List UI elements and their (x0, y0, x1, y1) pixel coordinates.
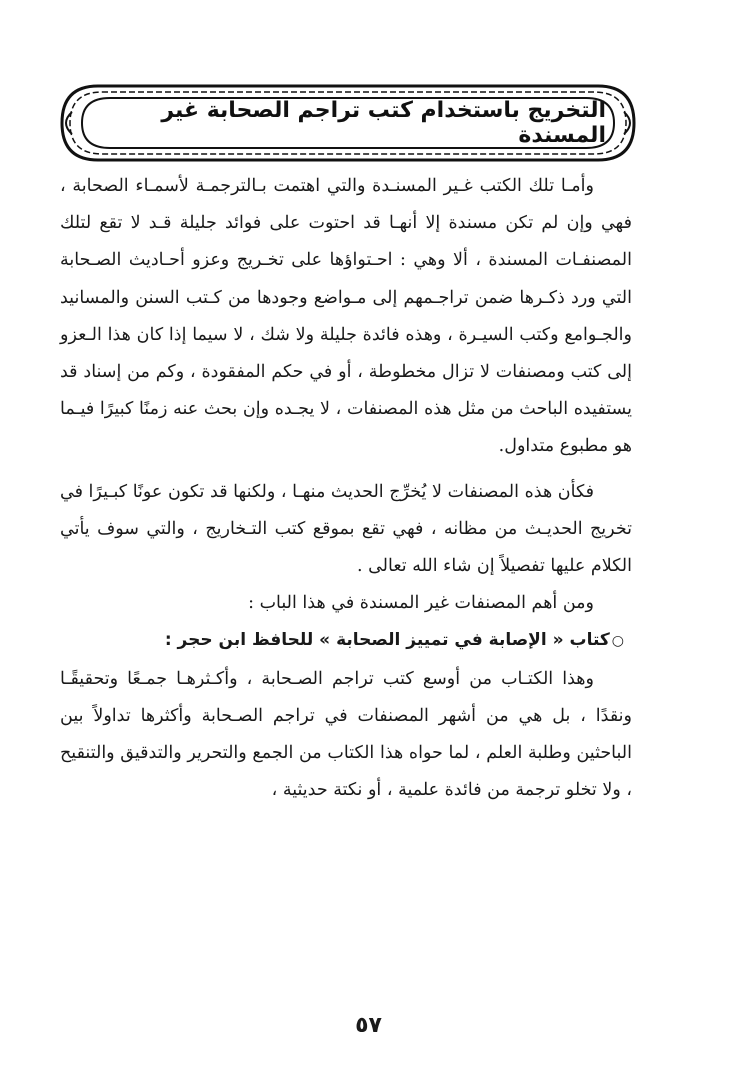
book-subheading (60, 622, 632, 660)
subheading-text: كتاب « الإصابة في تمييز الصحابة » للحافظ ابن حجر : (164, 630, 610, 651)
chapter-heading: التخريج باستخدام كتب تراجم الصحابة غير المسندة (161, 98, 606, 148)
paragraph-1: وأمـا تلك الكتب غـير المسنـدة والتي اهتمت بـالترجمـة لأسمـاء الصحابة ، فهي وإن لم تكن مسندة إلا أنهـا قد احتوت على فوائد جليلة قـد لا تقع لتلك المصنفـات المسندة ، ألا وهي : احـتواؤها على تخـريج وعزو أحـاديث الصـحابة التي ورد ذكـرها ضمن تراجـمهم إلى مـواضع وجودها من كـتب السنن والمسانيد والجـوامع وكتب السيـرة ، وهذه فائدة جليلة ولا شك ، لا سيما إذا كان هذا الـعزو إلى كتب ومصنفات لا تزال مخطوطة ، أو في حكم المفقودة ، وكم من إسناد قد يستفيده الباحث من مثل هذه المصنفات ، لا يجـده وإن بحث عنه زمنًا كبيرًا فيـما هو مطبوع متداول. (60, 176, 632, 457)
circle-bullet-icon: ○ (611, 633, 624, 650)
paragraph-2: فكأن هذه المصنفات لا يُخرِّج الحديث منهـا ، ولكنها قد تكون عونًا كبـيرًا في تخريج الحديـث من مظانه ، فهي تقع بموقع كتب التـخاريج ، والتي سوف يأتي الكلام عليها تفصيلاً إن شاء الله تعالى . (60, 481, 632, 577)
paragraph-3: ومن أهم المصنفات غير المسندة في هذا الباب : (248, 593, 594, 614)
page-number: ٥٧ (355, 1013, 382, 1038)
main-text (60, 168, 632, 809)
paragraph-4: وهذا الكتـاب من أوسع كتب تراجم الصـحابة ، وأكـثرهـا جمـعًا وتحقيقًـا ونقدًا ، بل هي من أشهر المصنفات في تراجم الصـحابة وأكثرها تداولاً بين الباحثين وطلبة العلم ، لما حواه هذا الكتاب من الجمع والتحرير والتدقيق والتنقيح ، ولا تخلو ترجمة من فائدة علمية ، أو نكتة حديثية ، (60, 668, 632, 801)
